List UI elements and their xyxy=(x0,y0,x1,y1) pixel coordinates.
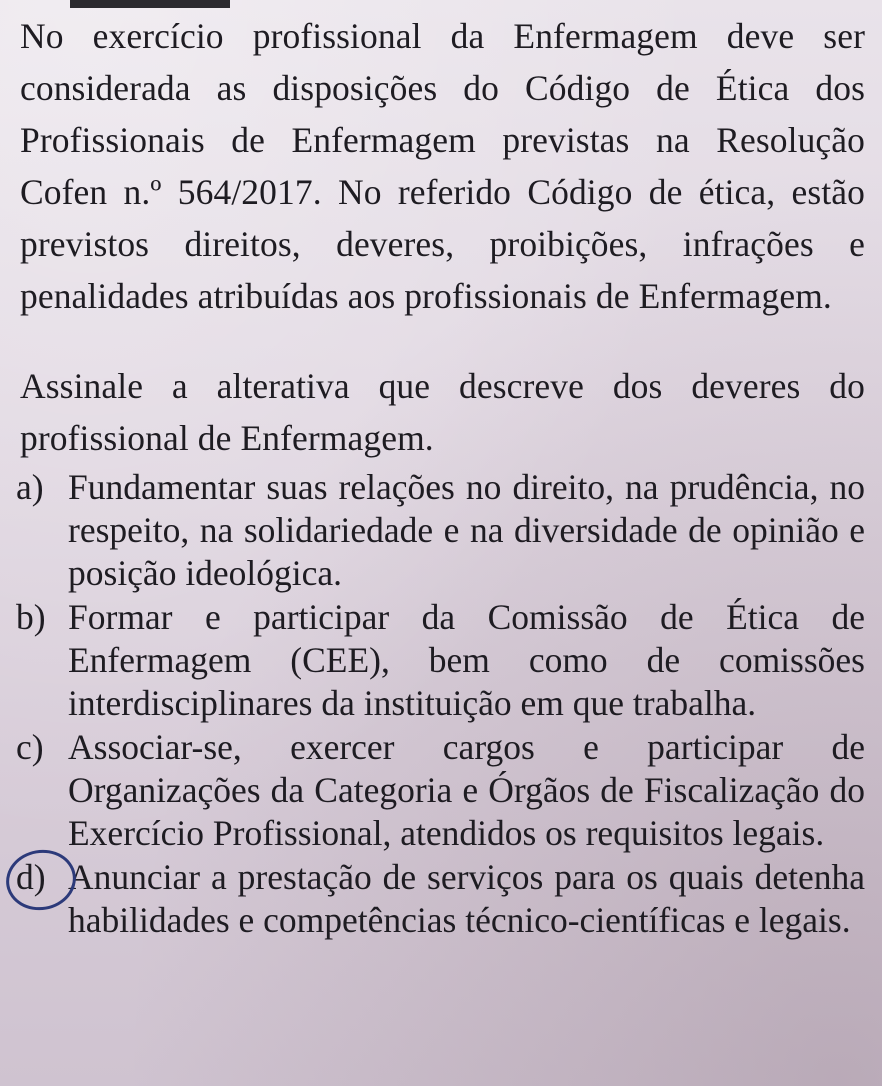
option-letter: d) xyxy=(16,857,46,897)
option-b[interactable] xyxy=(16,596,865,725)
option-c[interactable] xyxy=(16,726,865,855)
option-text: Associar-se, exercer cargos e participar de Organizações da Categoria e Órgãos de Fiscalização do Exercício Profissional, atendidos os requisitos legais. xyxy=(68,727,865,853)
option-a[interactable] xyxy=(16,466,865,595)
option-letter: a) xyxy=(16,467,44,507)
option-text: Anunciar a prestação de serviços para os quais detenha habilidades e competências técnico-científicas e legais. xyxy=(68,857,865,940)
option-letter: b) xyxy=(16,597,46,637)
top-edge-strip xyxy=(70,0,230,8)
exam-question xyxy=(16,10,865,942)
question-instruction: Assinale a alterativa que descreve dos deveres do profissional de Enfermagem. xyxy=(20,366,865,458)
question-context: No exercício profissional da Enfermagem deve ser considerada as disposições do Código de Ética dos Profissionais de Enfermagem previstas na Resolução Cofen n.º 564/2017. No referido Código de ética, estão previstos direitos, deveres, proibições, infrações e penalidades atribuídas aos profissionais de Enfermagem. xyxy=(20,16,865,316)
option-text: Formar e participar da Comissão de Ética de Enfermagem (CEE), bem como de comissões interdisciplinares da instituição em que trabalha. xyxy=(68,597,865,723)
answer-options xyxy=(16,466,865,942)
option-letter: c) xyxy=(16,727,44,767)
option-text: Fundamentar suas relações no direito, na prudência, no respeito, na solidariedade e na diversidade de opinião e posição ideológica. xyxy=(68,467,865,593)
option-d[interactable] xyxy=(16,856,865,942)
